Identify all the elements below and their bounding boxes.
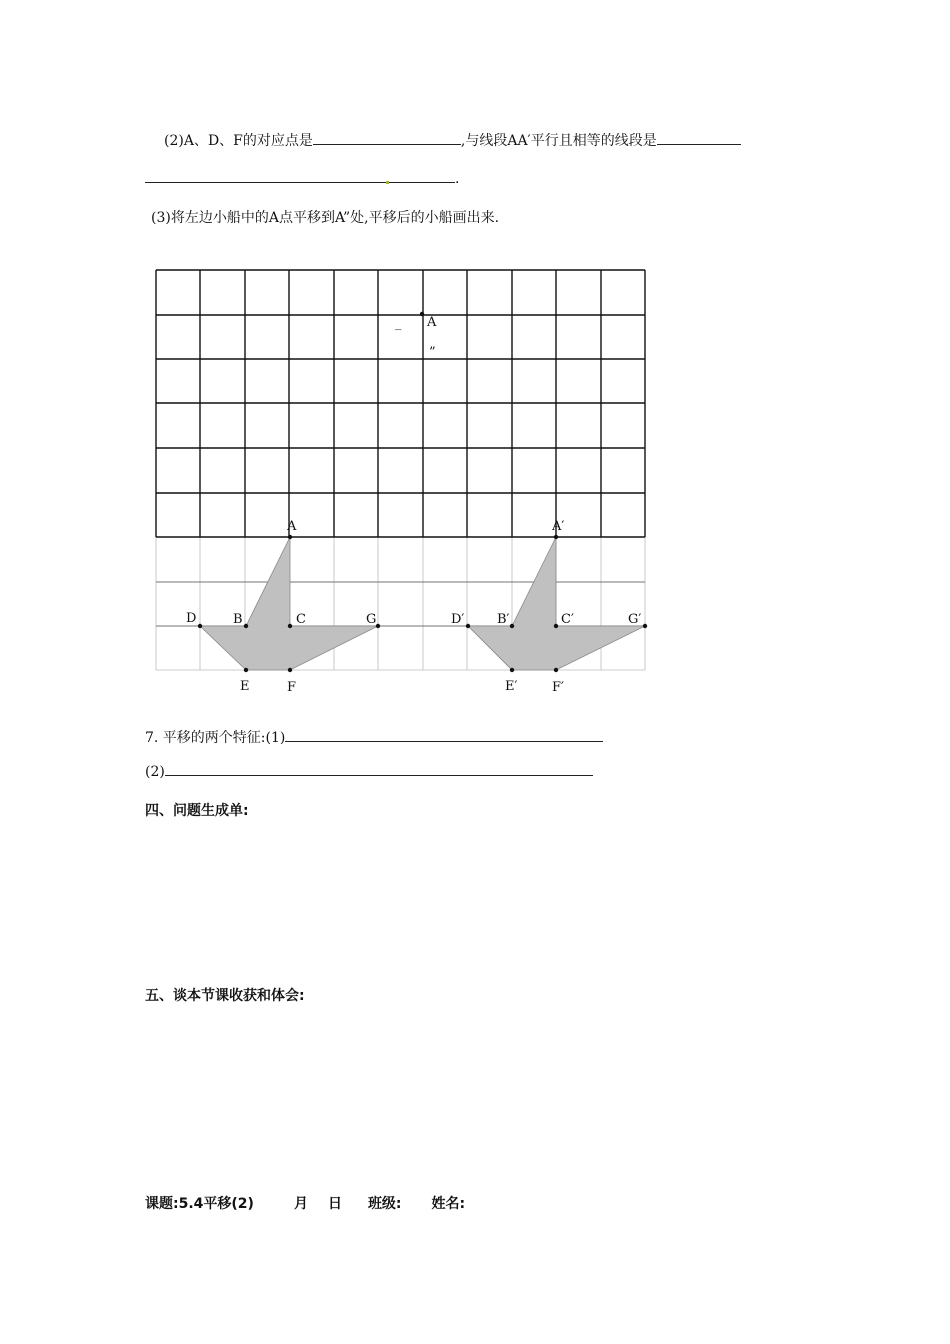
vertex-dot (554, 535, 558, 539)
label-b-prime: B′ (497, 612, 510, 627)
answer-blank[interactable] (145, 170, 455, 183)
question-3: (3)将左边小船中的A点平移到A”处,平移后的小船画出来. (151, 210, 500, 226)
vertex-dot (376, 624, 380, 628)
vertex-dot (198, 624, 202, 628)
lesson-topic: 课题:5.4平移(2) (145, 1196, 254, 1212)
label-a-prime: A′ (552, 519, 565, 534)
vertex-dot (554, 668, 558, 672)
question-7-line1 (145, 727, 603, 747)
answer-blank[interactable] (165, 763, 593, 776)
question-2-prefix: (2)A、D、F的对应点是 (164, 133, 313, 149)
question-2-line2 (145, 170, 459, 187)
lesson-class: 班级: (367, 1196, 402, 1212)
question-2-end: . (455, 171, 460, 187)
label-e-prime: E′ (505, 679, 518, 694)
question-2-line1 (164, 130, 741, 150)
label-e: E (240, 679, 250, 694)
question-7-prompt: 7. 平移的两个特征:(1) (145, 730, 286, 746)
grid-figure (150, 264, 655, 700)
lesson-day: 日 (327, 1196, 342, 1212)
lesson-name: 姓名: (431, 1196, 466, 1212)
label-a: A (287, 519, 297, 534)
vertex-dot (510, 668, 514, 672)
answer-blank[interactable] (285, 729, 603, 742)
answer-blank[interactable] (657, 132, 741, 145)
label-a-double-prime: A (427, 315, 437, 330)
vertex-dot (244, 668, 248, 672)
label-c-prime: C′ (561, 612, 574, 627)
question-7-prompt2: (2) (145, 764, 165, 780)
question-2-mid: ,与线段AA′平行且相等的线段是 (460, 133, 657, 149)
label-f-prime: F′ (552, 680, 564, 695)
label-g-prime: G′ (628, 612, 642, 627)
vertex-dot (288, 624, 292, 628)
vertex-dot (244, 624, 248, 628)
mark-dash: _ (395, 316, 402, 331)
boat-left-shape (200, 537, 378, 670)
label-b: B (233, 612, 243, 627)
boat-right-shape (468, 537, 645, 670)
stray-dot (386, 181, 389, 184)
label-c: C (296, 612, 306, 627)
label-d-prime: D′ (451, 612, 465, 627)
label-f: F (287, 680, 297, 695)
section-4-title: 四、问题生成单: (145, 803, 249, 819)
answer-blank[interactable] (313, 132, 461, 145)
vertex-dot (466, 624, 470, 628)
vertex-dot (554, 624, 558, 628)
vertex-dot (288, 535, 292, 539)
vertex-dot (288, 668, 292, 672)
lesson-header (145, 1193, 465, 1213)
vertex-dot (510, 624, 514, 628)
label-a-double-prime-quote: ” (429, 345, 436, 360)
section-5-title: 五、谈本节课收获和体会: (145, 988, 305, 1004)
question-7-line2 (145, 763, 593, 780)
thick-grid-lines (156, 270, 645, 537)
vertex-dot (643, 624, 647, 628)
label-d: D (186, 611, 197, 626)
label-g: G (366, 612, 377, 627)
lesson-month: 月 (293, 1196, 308, 1212)
vertex-dot (420, 312, 424, 316)
